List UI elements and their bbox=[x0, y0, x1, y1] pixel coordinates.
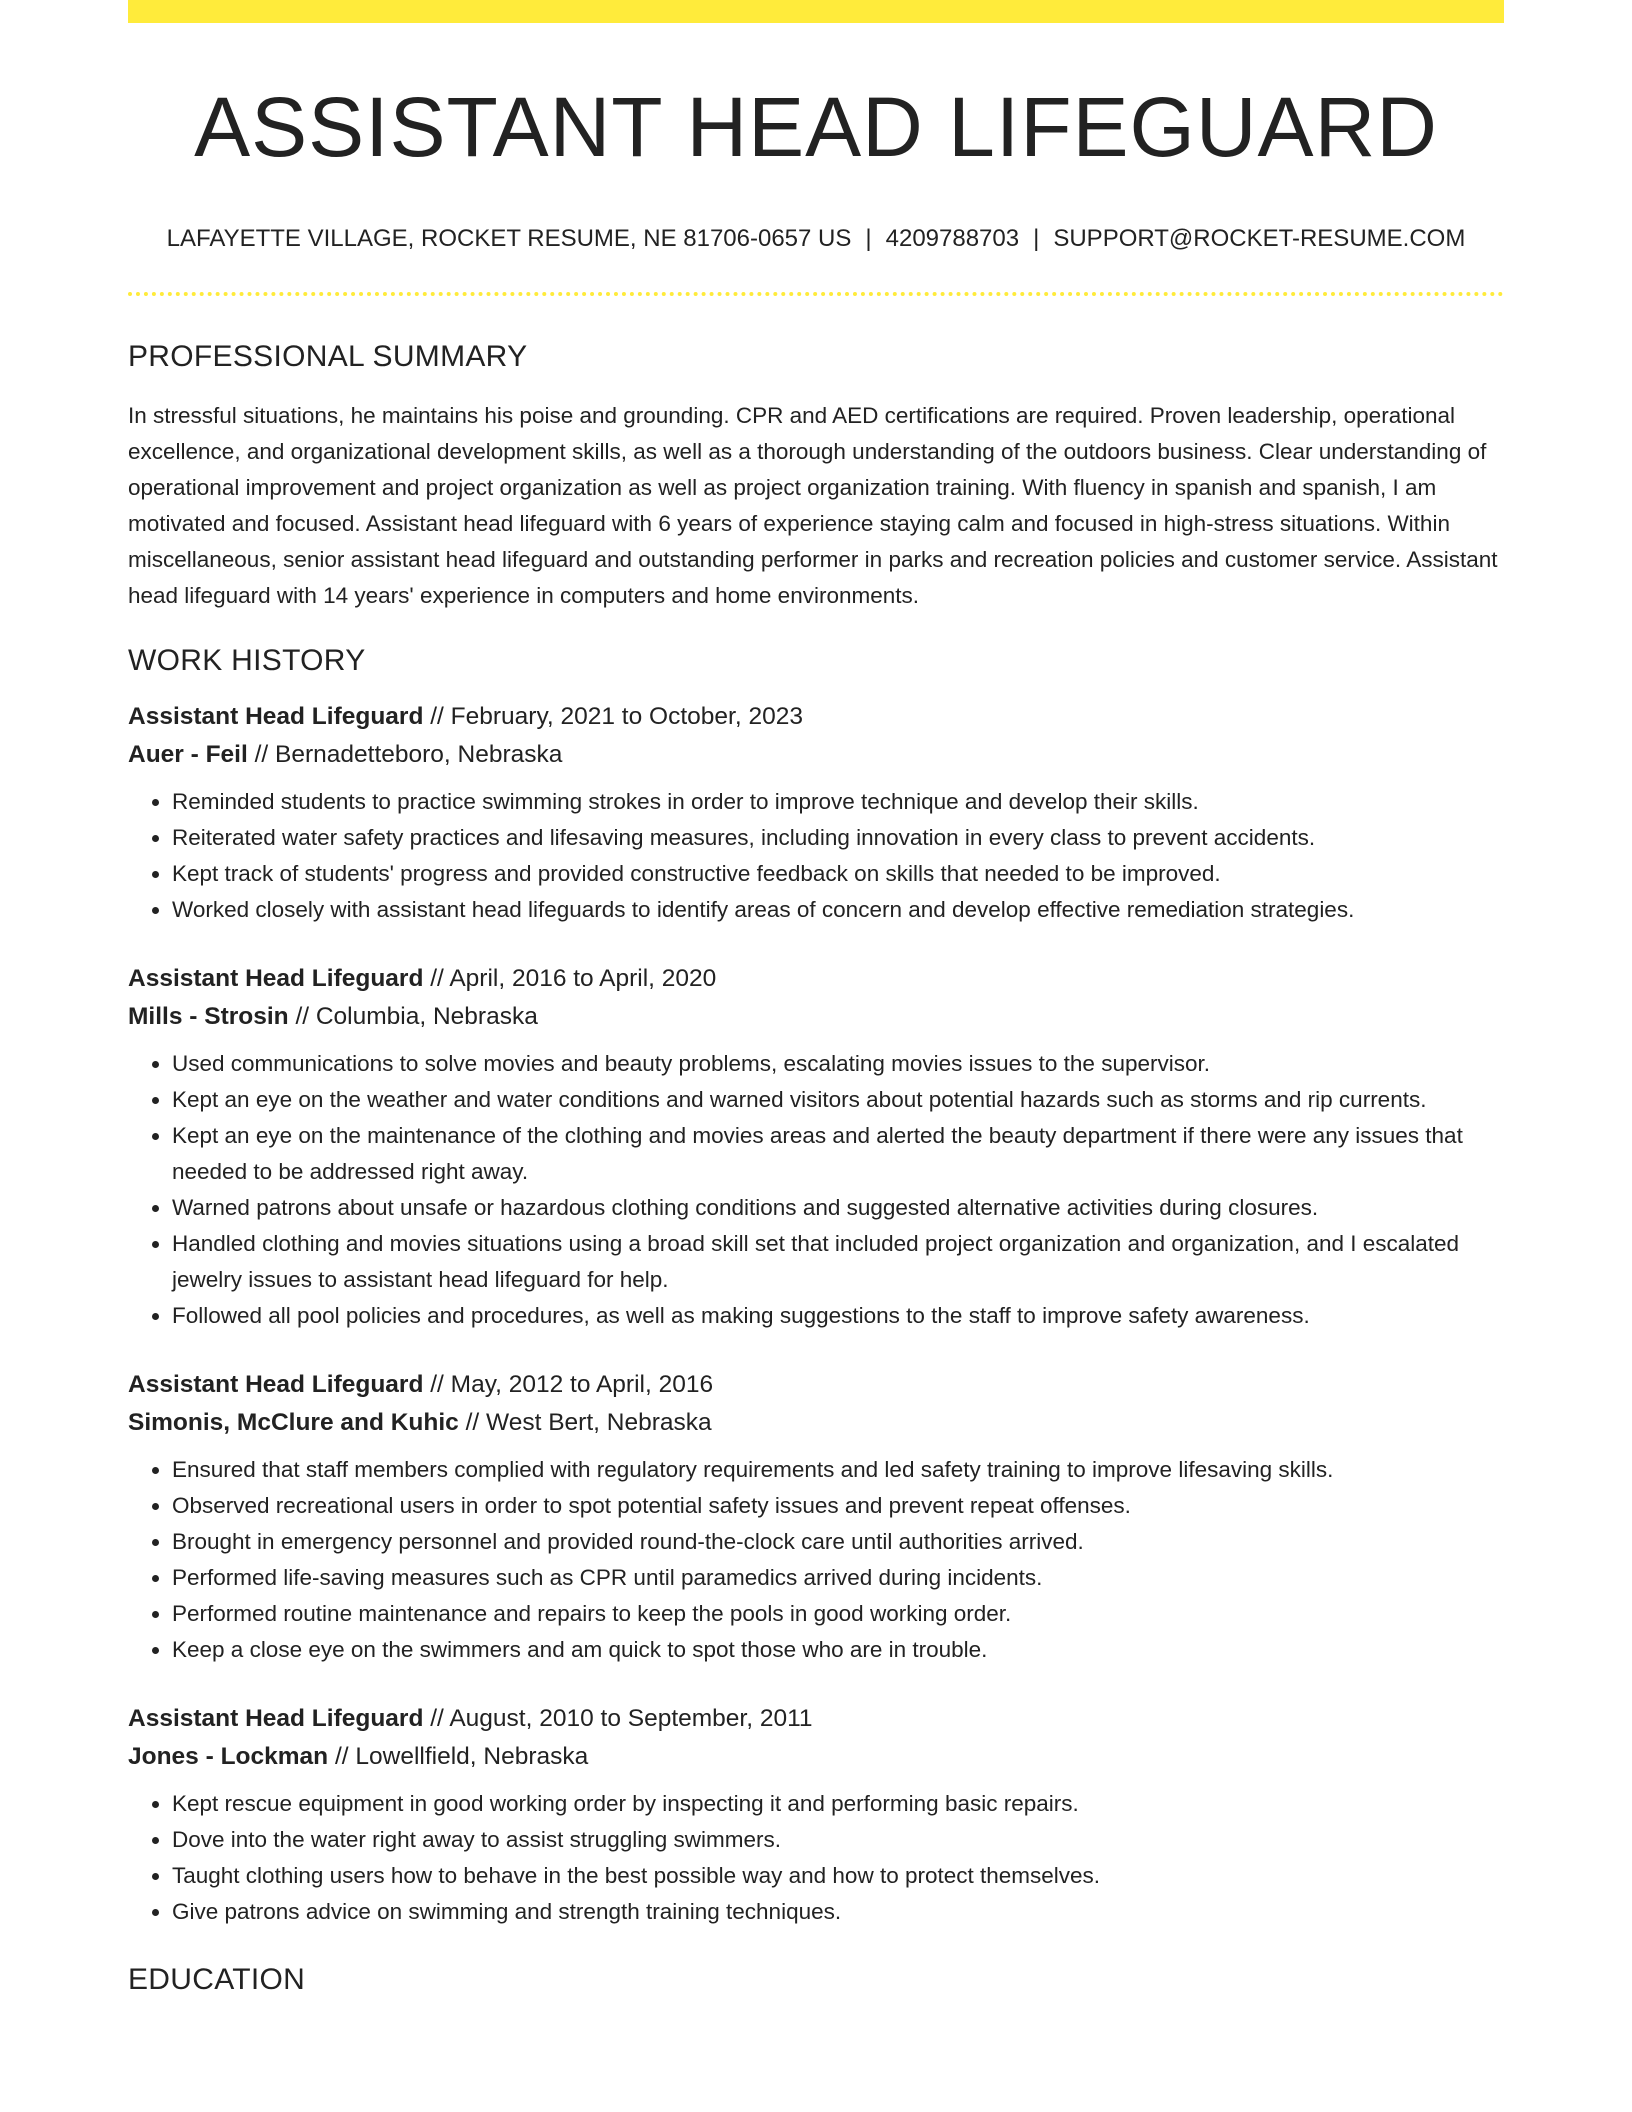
job-location: // Columbia, Nebraska bbox=[288, 1003, 538, 1031]
job-bullet: • Brought in emergency personnel and provided round-the-clock care until authorities arrived. bbox=[172, 1524, 1504, 1560]
job-company-line bbox=[128, 1738, 1504, 1776]
job-entry bbox=[128, 1366, 1504, 1668]
job-bullet: • Kept an eye on the weather and water conditions and warned visitors about potential hazards such as storms and rip currents. bbox=[172, 1082, 1504, 1118]
job-bullet: • Kept track of students' progress and provided constructive feedback on skills that needed to be improved. bbox=[172, 856, 1504, 892]
job-bullet: • Performed life-saving measures such as CPR until paramedics arrived during incidents. bbox=[172, 1560, 1504, 1596]
job-role: Assistant Head Lifeguard bbox=[128, 703, 424, 731]
job-title-line bbox=[128, 960, 1504, 998]
job-title-line bbox=[128, 698, 1504, 736]
work-history-list bbox=[128, 698, 1504, 1930]
job-bullet: • Reminded students to practice swimming strokes in order to improve technique and develop their skills. bbox=[172, 784, 1504, 820]
job-bullet: • Handled clothing and movies situations using a broad skill set that included project organization and organization, and I escalated jewelry issues to assistant head lifeguard for help. bbox=[172, 1226, 1504, 1298]
contact-line bbox=[128, 225, 1504, 254]
job-bullet: • Observed recreational users in order to spot potential safety issues and prevent repeat offenses. bbox=[172, 1488, 1504, 1524]
job-bullet: • Worked closely with assistant head lifeguards to identify areas of concern and develop effective remediation strategies. bbox=[172, 892, 1504, 928]
job-location: // Lowellfield, Nebraska bbox=[328, 1743, 589, 1771]
job-bullet: • Performed routine maintenance and repairs to keep the pools in good working order. bbox=[172, 1596, 1504, 1632]
contact-email[interactable]: SUPPORT@ROCKET-RESUME.COM bbox=[1053, 225, 1466, 253]
job-company-line bbox=[128, 1404, 1504, 1442]
job-bullet: • Kept rescue equipment in good working order by inspecting it and performing basic repairs. bbox=[172, 1786, 1504, 1822]
work-history-heading: WORK HISTORY bbox=[128, 644, 366, 678]
contact-phone: 4209788703 bbox=[885, 225, 1020, 253]
job-location: // Bernadetteboro, Nebraska bbox=[247, 741, 563, 769]
job-title-line bbox=[128, 1366, 1504, 1404]
summary-text: In stressful situations, he maintains his poise and grounding. CPR and AED certifications are required. Proven leadership, operational excellence, and organizational development skills, as well as a thorough understanding of the outdoors business. Clear understanding of operational improvement and project organization as well as project organization training. With fluency in spanish and spanish, I am motivated and focused. Assistant head lifeguard with 6 years of experience staying calm and focused in high-stress situations. Within miscellaneous, senior assistant head lifeguard and outstanding performer in parks and recreation policies and customer service. Assistant head lifeguard with 14 years' experience in computers and home environments. bbox=[128, 403, 1498, 609]
job-title-line bbox=[128, 1700, 1504, 1738]
top-accent-bar bbox=[128, 0, 1504, 23]
resume-name: ASSISTANT HEAD LIFEGUARD bbox=[194, 80, 1438, 174]
job-bullets bbox=[128, 1786, 1504, 1930]
job-bullet: • Keep a close eye on the swimmers and am quick to spot those who are in trouble. bbox=[172, 1632, 1504, 1668]
job-entry bbox=[128, 960, 1504, 1334]
job-dates: // August, 2010 to September, 2011 bbox=[423, 1705, 813, 1733]
job-bullet: • Reiterated water safety practices and lifesaving measures, including innovation in every class to prevent accidents. bbox=[172, 820, 1504, 856]
job-bullets bbox=[128, 1046, 1504, 1334]
contact-address: LAFAYETTE VILLAGE, ROCKET RESUME, NE 81706-0657 US bbox=[166, 225, 852, 253]
job-role: Assistant Head Lifeguard bbox=[128, 1705, 424, 1733]
education-heading: EDUCATION bbox=[128, 1963, 306, 1997]
job-entry bbox=[128, 698, 1504, 928]
job-bullet: • Used communications to solve movies and beauty problems, escalating movies issues to the supervisor. bbox=[172, 1046, 1504, 1082]
job-bullet: • Kept an eye on the maintenance of the clothing and movies areas and alerted the beauty department if there were any issues that needed to be addressed right away. bbox=[172, 1118, 1504, 1190]
contact-separator: | bbox=[1033, 225, 1040, 253]
resume-page bbox=[128, 0, 1504, 1998]
job-bullet: • Warned patrons about unsafe or hazardous clothing conditions and suggested alternative activities during closures. bbox=[172, 1190, 1504, 1226]
job-bullets bbox=[128, 784, 1504, 928]
job-company: Auer - Feil bbox=[128, 741, 248, 769]
job-company: Simonis, McClure and Kuhic bbox=[128, 1409, 459, 1437]
job-company: Mills - Strosin bbox=[128, 1003, 289, 1031]
contact-separator: | bbox=[865, 225, 872, 253]
dotted-divider bbox=[128, 292, 1504, 296]
job-dates: // April, 2016 to April, 2020 bbox=[423, 965, 717, 993]
summary-heading: PROFESSIONAL SUMMARY bbox=[128, 340, 528, 374]
job-entry bbox=[128, 1700, 1504, 1930]
job-bullet: • Dove into the water right away to assist struggling swimmers. bbox=[172, 1822, 1504, 1858]
job-dates: // February, 2021 to October, 2023 bbox=[423, 703, 803, 731]
job-dates: // May, 2012 to April, 2016 bbox=[423, 1371, 714, 1399]
job-company: Jones - Lockman bbox=[128, 1743, 329, 1771]
job-bullet: • Ensured that staff members complied with regulatory requirements and led safety training to improve lifesaving skills. bbox=[172, 1452, 1504, 1488]
job-bullet: • Followed all pool policies and procedures, as well as making suggestions to the staff to improve safety awareness. bbox=[172, 1298, 1504, 1334]
job-bullet: • Give patrons advice on swimming and strength training techniques. bbox=[172, 1894, 1504, 1930]
job-company-line bbox=[128, 736, 1504, 774]
job-role: Assistant Head Lifeguard bbox=[128, 1371, 424, 1399]
job-bullets bbox=[128, 1452, 1504, 1668]
job-role: Assistant Head Lifeguard bbox=[128, 965, 424, 993]
job-company-line bbox=[128, 998, 1504, 1036]
job-bullet: • Taught clothing users how to behave in the best possible way and how to protect themselves. bbox=[172, 1858, 1504, 1894]
job-location: // West Bert, Nebraska bbox=[458, 1409, 712, 1437]
